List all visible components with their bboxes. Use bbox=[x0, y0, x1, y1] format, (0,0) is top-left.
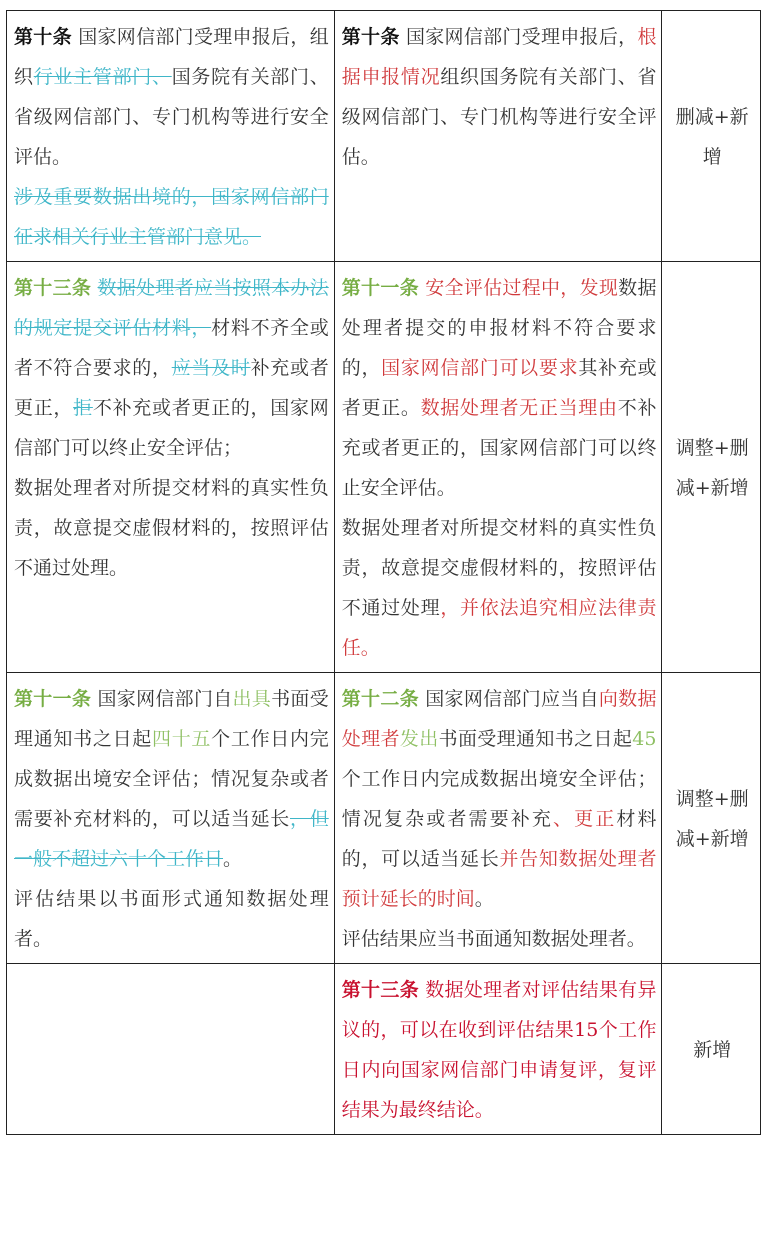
added-text: 根据申报情况 bbox=[341, 26, 657, 88]
text-run: 国家网信部门自 bbox=[91, 688, 233, 710]
old-paragraph bbox=[14, 177, 329, 257]
change-type-cell: 调整+删减+新增 bbox=[662, 673, 761, 964]
text-run: 数据处理者对所提交材料的真实性负责，故意提交虚假材料的，按照评估不通过处理 bbox=[341, 517, 657, 619]
old-paragraph bbox=[14, 17, 329, 177]
text-run: 个工作日内完成数据出境安全评估；情况复杂或者需要补充 bbox=[341, 768, 657, 830]
text-run: 材料不齐全或者不符合要求的， bbox=[14, 317, 329, 379]
text-run: 评估结果应当书面通知数据处理者。 bbox=[341, 928, 646, 950]
text-run: 。 bbox=[223, 848, 243, 870]
text-run: 国家网信部门应当自 bbox=[418, 688, 599, 710]
text-run: 组织国务院有关部门、省级网信部门、专门机构等进行安全评估。 bbox=[341, 66, 657, 168]
new-text-cell bbox=[334, 673, 662, 964]
new-paragraph bbox=[342, 17, 657, 177]
old-paragraph bbox=[14, 268, 329, 468]
change-type-cell: 调整+删减+新增 bbox=[662, 262, 761, 673]
deleted-text: 拒 bbox=[73, 397, 93, 419]
new-paragraph bbox=[342, 508, 657, 668]
new-text-cell bbox=[334, 964, 662, 1135]
article-number: 第十条 bbox=[341, 26, 400, 48]
text-run: 国家网信部门受理申报后， bbox=[399, 26, 638, 48]
deleted-text: 数据处理者应当按照本办法的规定提交评估材料， bbox=[14, 277, 329, 339]
added-text: 向数据处理者 bbox=[341, 688, 657, 750]
article-number: 第十条 bbox=[14, 26, 72, 48]
adjusted-text: 45 bbox=[632, 728, 657, 750]
deleted-text: 应当及时 bbox=[171, 357, 251, 379]
deleted-text: 涉及重要数据出境的，国家网信部门征求相关行业主管部门意见。 bbox=[14, 186, 329, 248]
new-paragraph bbox=[342, 679, 657, 919]
change-type-cell: 新增 bbox=[662, 964, 761, 1135]
article-number: 第十三条 bbox=[14, 277, 92, 299]
text-run: 不补充或者更正的，国家网信部门可以终止安全评估。 bbox=[341, 397, 657, 499]
change-type-cell: 删减+新增 bbox=[662, 11, 761, 262]
added-text: 国家网信部门可以要求 bbox=[381, 357, 579, 379]
added-text: 、更正 bbox=[552, 808, 617, 830]
deleted-text: 行业主管部门、 bbox=[33, 66, 172, 88]
text-run: 书面受理通知书之日起 bbox=[14, 688, 329, 750]
text-run: 国务院有关部门、省级网信部门、专门机构等进行安全评估。 bbox=[14, 66, 329, 168]
new-text-cell bbox=[334, 11, 662, 262]
added-text: 数据处理者无正当理由 bbox=[420, 397, 618, 419]
text-run: 个工作日内完成数据出境安全评估；情况复杂或者需要补充材料的，可以适当延长 bbox=[14, 728, 329, 830]
text-run: 书面受理通知书之日起 bbox=[438, 728, 633, 750]
old-text-cell bbox=[7, 964, 335, 1135]
old-paragraph bbox=[14, 468, 329, 588]
old-text-cell bbox=[7, 673, 335, 964]
deleted-text: ，但一般不超过六十个工作日 bbox=[14, 808, 329, 870]
article-number: 第十三条 bbox=[341, 979, 419, 1001]
new-paragraph bbox=[342, 268, 657, 508]
table-row bbox=[7, 964, 761, 1135]
added-text: ，并依法追究相应法律责任。 bbox=[341, 597, 657, 659]
text-run: 不补充或者更正的，国家网信部门可以终止安全评估； bbox=[14, 397, 329, 459]
table-row bbox=[7, 262, 761, 673]
table-row bbox=[7, 11, 761, 262]
text-run: 数据处理者提交的申报材料不符合要求的， bbox=[341, 277, 657, 379]
text-run: 材料的，可以适当延长 bbox=[341, 808, 657, 870]
text-run: 评估结果以书面形式通知数据处理者。 bbox=[14, 888, 329, 950]
new-paragraph bbox=[342, 970, 657, 1130]
comparison-table bbox=[6, 10, 761, 1135]
old-paragraph bbox=[14, 679, 329, 879]
new-paragraph bbox=[342, 919, 657, 959]
text-run: 国家网信部门受理申报后，组织 bbox=[14, 26, 329, 88]
article-number: 第十一条 bbox=[341, 277, 419, 299]
adjusted-text: 发出 bbox=[399, 728, 439, 750]
text-run: 其补充或者更正。 bbox=[341, 357, 657, 419]
added-text: 并告知数据处理者预计延长的时间 bbox=[341, 848, 657, 910]
old-text-cell bbox=[7, 262, 335, 673]
added-text: 安全评估过程中，发现 bbox=[425, 277, 619, 299]
adjusted-text: 四十五 bbox=[152, 728, 212, 750]
text-run: 。 bbox=[474, 888, 494, 910]
table-row bbox=[7, 673, 761, 964]
added-text: 数据处理者对评估结果有异议的，可以在收到评估结果15个工作日内向国家网信部门申请复评，复评结果为最终结论。 bbox=[341, 979, 657, 1121]
adjusted-text: 出具 bbox=[232, 688, 272, 710]
article-number: 第十二条 bbox=[341, 688, 419, 710]
text-run: 补充或者更正， bbox=[14, 357, 329, 419]
text-run: 数据处理者对所提交材料的真实性负责，故意提交虚假材料的，按照评估不通过处理。 bbox=[14, 477, 329, 579]
article-number: 第十一条 bbox=[14, 688, 92, 710]
old-paragraph bbox=[14, 879, 329, 959]
old-text-cell bbox=[7, 11, 335, 262]
new-text-cell bbox=[334, 262, 662, 673]
